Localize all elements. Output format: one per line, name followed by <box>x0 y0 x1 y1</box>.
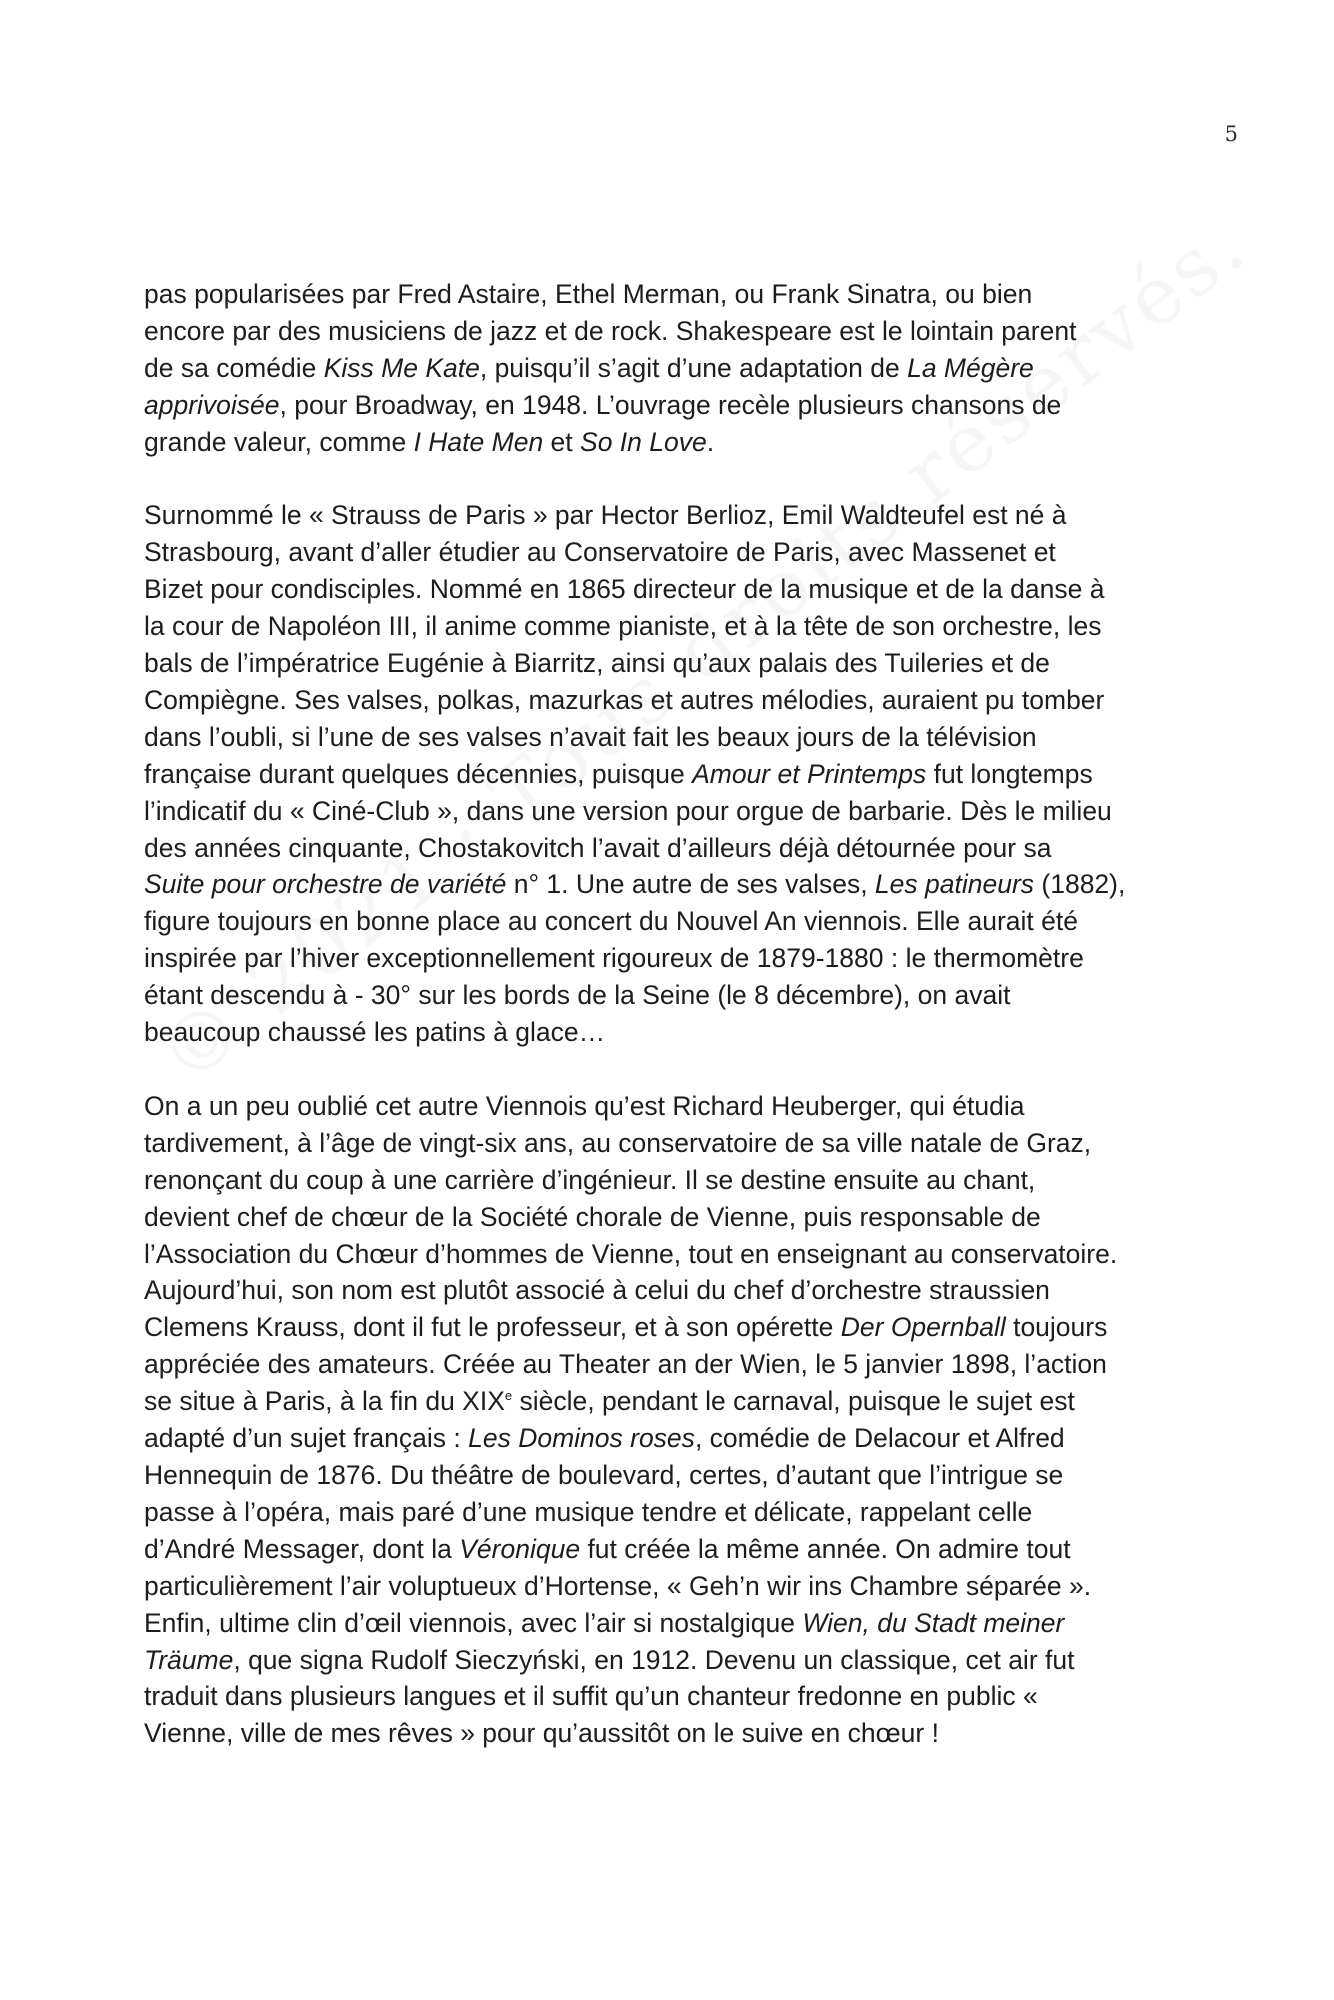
text-line <box>144 387 1204 424</box>
text-run: , comédie de Delacour et Alfred <box>694 1423 1065 1454</box>
text-run: encore par des musiciens de jazz et de rock. Shakespeare est le lointain parent <box>144 315 1077 346</box>
text-line <box>144 1531 1204 1568</box>
italic-title: So In Love <box>580 426 707 457</box>
text-run: , puisqu’il s’agit d’une adaptation de <box>479 352 908 383</box>
text-run: d’André Messager, dont la <box>144 1533 460 1564</box>
text-line <box>144 977 1204 1014</box>
text-run: fut longtemps <box>926 758 1093 789</box>
text-run: l’indicatif du « Ciné-Club », dans une version pour orgue de barbarie. Dès le milieu <box>144 795 1112 826</box>
text-line <box>144 645 1204 682</box>
text-run: Bizet pour condisciples. Nommé en 1865 directeur de la musique et de la danse à <box>144 574 1105 605</box>
text-line <box>144 534 1204 571</box>
text-line <box>144 1199 1204 1236</box>
text-line <box>144 276 1204 313</box>
text-run: particulièrement l’air voluptueux d’Hortense, « Geh’n wir ins Chambre séparée ». <box>144 1570 1092 1601</box>
paragraph <box>144 276 1204 461</box>
italic-title: Der Opernball <box>840 1312 1006 1343</box>
text-line <box>144 1309 1204 1346</box>
text-line <box>144 866 1204 903</box>
italic-title: Suite pour orchestre de variété <box>144 869 507 900</box>
text-line <box>144 350 1204 387</box>
italic-title: Kiss Me Kate <box>323 352 480 383</box>
text-run: Vienne, ville de mes rêves » pour qu’aussitôt on le suive en chœur ! <box>144 1718 939 1749</box>
text-line <box>144 1457 1204 1494</box>
superscript: e <box>504 1388 513 1404</box>
text-run: passe à l’opéra, mais paré d’une musique tendre et délicate, rappelant celle <box>144 1496 1033 1527</box>
text-line <box>144 1236 1204 1273</box>
text-run: Strasbourg, avant d’aller étudier au Conservatoire de Paris, avec Massenet et <box>144 537 1056 568</box>
text-line <box>144 682 1204 719</box>
text-line <box>144 571 1204 608</box>
text-run: n° 1. Une autre de ses valses, <box>506 869 875 900</box>
italic-title: Träume <box>144 1644 234 1675</box>
text-run: bals de l’impératrice Eugénie à Biarritz, ainsi qu’aux palais des Tuileries et de <box>144 648 1050 679</box>
text-run: , que signa Rudolf Sieczyński, en 1912. Devenu un classique, cet air fut <box>233 1644 1075 1675</box>
text-run: figure toujours en bonne place au concert du Nouvel An viennois. Elle aurait été <box>144 906 1078 937</box>
text-line <box>144 497 1204 534</box>
text-line <box>144 608 1204 645</box>
text-run: , pour Broadway, en 1948. L’ouvrage recèle plusieurs chansons de <box>279 389 1062 420</box>
text-line <box>144 1125 1204 1162</box>
text-run: appréciée des amateurs. Créée au Theater an der Wien, le 5 janvier 1898, l’action <box>144 1349 1107 1380</box>
body-text <box>144 276 1204 1789</box>
text-run: se situe à Paris, à la fin du XIX <box>144 1386 505 1417</box>
text-line <box>144 1272 1204 1309</box>
text-run: renonçant du coup à une carrière d’ingénieur. Il se destine ensuite au chant, <box>144 1164 1036 1195</box>
text-line <box>144 1346 1204 1383</box>
text-line <box>144 1642 1204 1679</box>
text-run: devient chef de chœur de la Société chorale de Vienne, puis responsable de <box>144 1201 1041 1232</box>
paragraph <box>144 1088 1204 1752</box>
text-line <box>144 1494 1204 1531</box>
text-line <box>144 1605 1204 1642</box>
text-run: inspirée par l’hiver exceptionnellement rigoureux de 1879-1880 : le thermomètre <box>144 943 1084 974</box>
text-run: Aujourd’hui, son nom est plutôt associé à celui du chef d’orchestre straussien <box>144 1275 1050 1306</box>
text-line <box>144 1420 1204 1457</box>
text-line <box>144 940 1204 977</box>
text-line <box>144 1678 1204 1715</box>
text-run: tardivement, à l’âge de vingt-six ans, au conservatoire de sa ville natale de Graz, <box>144 1127 1092 1158</box>
text-run: la cour de Napoléon III, il anime comme pianiste, et à la tête de son orchestre, les <box>144 611 1102 642</box>
text-run: Clemens Krauss, dont il fut le professeur, et à son opérette <box>144 1312 841 1343</box>
text-line <box>144 1162 1204 1199</box>
italic-title: Les patineurs <box>874 869 1035 900</box>
text-line <box>144 424 1204 461</box>
text-run: beaucoup chaussé les patins à glace… <box>144 1017 606 1048</box>
italic-title: I Hate Men <box>413 426 544 457</box>
text-run: Enfin, ultime clin d’œil viennois, avec l’air si nostalgique <box>144 1607 803 1638</box>
text-run: . <box>706 426 715 457</box>
paragraph <box>144 497 1204 1051</box>
italic-title: Véronique <box>459 1533 581 1564</box>
text-run: fut créée la même année. On admire tout <box>580 1533 1071 1564</box>
text-line <box>144 1715 1204 1752</box>
text-run: des années cinquante, Chostakovitch l’avait d’ailleurs déjà détournée pour sa <box>144 832 1052 863</box>
text-line <box>144 1383 1204 1420</box>
text-run: siècle, pendant le carnaval, puisque le sujet est <box>512 1386 1075 1417</box>
text-run: l’Association du Chœur d’hommes de Vienne, tout en enseignant au conservatoire. <box>144 1238 1118 1269</box>
text-run: française durant quelques décennies, puisque <box>144 758 693 789</box>
page-number: 5 <box>1224 122 1238 146</box>
text-run: pas popularisées par Fred Astaire, Ethel Merman, ou Frank Sinatra, ou bien <box>144 279 1033 309</box>
text-line <box>144 1014 1204 1051</box>
text-run: étant descendu à - 30° sur les bords de la Seine (le 8 décembre), on avait <box>144 980 1011 1011</box>
text-line <box>144 1088 1204 1125</box>
text-line <box>144 756 1204 793</box>
text-line <box>144 1568 1204 1605</box>
text-run: On a un peu oublié cet autre Viennois qu’est Richard Heuberger, qui étudia <box>144 1090 1025 1121</box>
italic-title: Amour et Printemps <box>692 758 927 789</box>
text-line <box>144 719 1204 756</box>
text-run: (1882), <box>1034 869 1126 900</box>
text-run: et <box>543 426 581 457</box>
italic-title: Les Dominos roses <box>468 1423 695 1454</box>
text-line <box>144 903 1204 940</box>
italic-title: apprivoisée <box>144 389 280 420</box>
text-line <box>144 793 1204 830</box>
text-run: traduit dans plusieurs langues et il suffit qu’un chanteur fredonne en public « <box>144 1681 1038 1712</box>
text-run: toujours <box>1005 1312 1108 1343</box>
text-run: grande valeur, comme <box>144 426 414 457</box>
text-run: Surnommé le « Strauss de Paris » par Hector Berlioz, Emil Waldteufel est né à <box>144 500 1067 531</box>
text-line <box>144 313 1204 350</box>
italic-title: La Mégère <box>907 352 1034 383</box>
text-run: dans l’oubli, si l’une de ses valses n’avait fait les beaux jours de la télévision <box>144 721 1037 752</box>
text-run: Hennequin de 1876. Du théâtre de boulevard, certes, d’autant que l’intrigue se <box>144 1459 1064 1490</box>
text-run: de sa comédie <box>144 352 324 383</box>
text-line <box>144 830 1204 867</box>
text-run: adapté d’un sujet français : <box>144 1423 469 1454</box>
text-run: Compiègne. Ses valses, polkas, mazurkas et autres mélodies, auraient pu tomber <box>144 684 1105 715</box>
italic-title: Wien, du Stadt meiner <box>802 1607 1065 1638</box>
